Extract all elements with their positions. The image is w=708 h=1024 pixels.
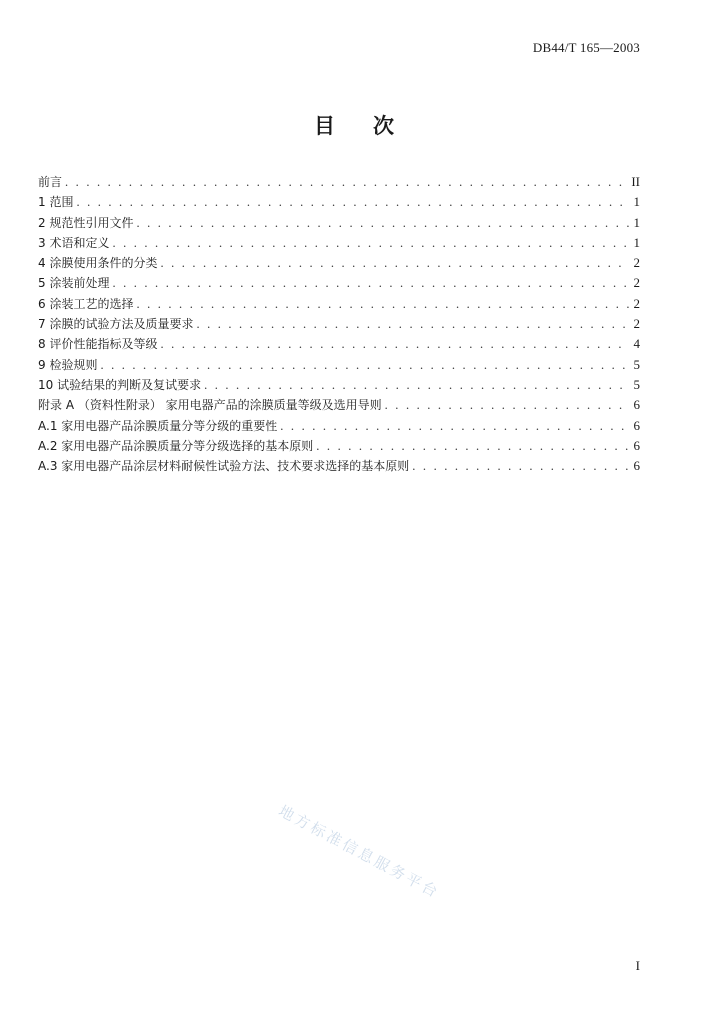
toc-entry-page: 2 <box>633 275 640 291</box>
toc-entry-scope[interactable] <box>38 192 640 212</box>
toc-entry-annex-a[interactable] <box>38 395 640 415</box>
title-part-2: 次 <box>373 114 394 138</box>
toc-entry-page: 4 <box>633 336 640 352</box>
toc-entry-page: 6 <box>633 417 640 433</box>
toc-leader-dots <box>100 355 629 375</box>
toc-entry-label: A.2 家用电器产品涂膜质量分等分级选择的基本原则 <box>38 438 314 453</box>
toc-entry-page: 5 <box>633 376 640 392</box>
toc-entry-page: II <box>631 174 640 189</box>
toc-entry-page: 2 <box>633 316 640 332</box>
document-code: DB44/T 165—2003 <box>532 40 640 55</box>
toc-leader-dots <box>280 416 629 436</box>
toc-entry-label: 9 检验规则 <box>38 357 98 372</box>
toc-leader-dots <box>196 314 629 334</box>
toc-leader-dots <box>160 334 629 354</box>
toc-leader-dots <box>112 273 629 293</box>
toc-entry-page: 1 <box>633 234 640 250</box>
page-number: I <box>635 958 640 973</box>
toc-leader-dots <box>112 233 629 253</box>
toc-entry-process-selection[interactable] <box>38 294 640 314</box>
toc-entry-foreword[interactable] <box>38 172 640 192</box>
toc-entry-page: 1 <box>633 194 640 210</box>
page-title <box>0 110 708 140</box>
toc-entry-label: 2 规范性引用文件 <box>38 215 134 230</box>
toc-leader-dots <box>316 436 629 456</box>
toc-entry-result-judgement[interactable] <box>38 375 640 395</box>
toc-leader-dots <box>385 395 629 415</box>
toc-leader-dots <box>160 253 629 273</box>
toc-entry-page: 2 <box>633 255 640 271</box>
toc-leader-dots <box>204 375 629 395</box>
toc-entry-label: 3 术语和定义 <box>38 235 110 250</box>
toc-entry-inspection-rules[interactable] <box>38 355 640 375</box>
toc-entry-label: 前言 <box>38 175 63 189</box>
toc-entry-page: 2 <box>633 295 640 311</box>
toc-entry-label: 5 涂装前处理 <box>38 276 110 291</box>
toc-entry-page: 6 <box>633 437 640 453</box>
toc-leader-dots <box>136 294 629 314</box>
toc-entry-annex-a1[interactable] <box>38 416 640 436</box>
toc-entry-performance-grades[interactable] <box>38 334 640 354</box>
toc-entry-label: 1 范围 <box>38 195 74 210</box>
toc-entry-annex-a2[interactable] <box>38 436 640 456</box>
toc-entry-label: 6 涂装工艺的选择 <box>38 296 134 311</box>
toc-leader-dots <box>65 172 628 192</box>
toc-entry-label: 附录 A （资料性附录） 家用电器产品的涂膜质量等级及选用导则 <box>38 398 382 413</box>
toc-entry-label: A.3 家用电器产品涂层材料耐候性试验方法、技术要求选择的基本原则 <box>38 459 410 474</box>
toc-entry-label: 8 评价性能指标及等级 <box>38 337 158 352</box>
toc-entry-label: 4 涂膜使用条件的分类 <box>38 256 158 271</box>
toc-entry-normative-references[interactable] <box>38 213 640 233</box>
toc-leader-dots <box>412 456 629 476</box>
toc-entry-label: 7 涂膜的试验方法及质量要求 <box>38 317 194 332</box>
toc-entry-page: 6 <box>633 458 640 474</box>
title-part-1: 目 <box>314 114 335 138</box>
toc-entry-page: 1 <box>633 214 640 230</box>
toc-leader-dots <box>136 213 629 233</box>
toc-entry-pretreatment[interactable] <box>38 273 640 293</box>
toc-entry-classification[interactable] <box>38 253 640 273</box>
toc-entry-label: 10 试验结果的判断及复试要求 <box>38 377 202 392</box>
toc-entry-page: 6 <box>633 397 640 413</box>
watermark: 地方标准信息服务平台 <box>275 801 444 903</box>
toc-entry-page: 5 <box>633 356 640 372</box>
toc-entry-terms[interactable] <box>38 233 640 253</box>
toc-entry-annex-a3[interactable] <box>38 456 640 476</box>
table-of-contents <box>38 172 640 476</box>
toc-entry-test-methods[interactable] <box>38 314 640 334</box>
toc-leader-dots <box>76 192 629 212</box>
toc-entry-label: A.1 家用电器产品涂膜质量分等分级的重要性 <box>38 418 278 433</box>
